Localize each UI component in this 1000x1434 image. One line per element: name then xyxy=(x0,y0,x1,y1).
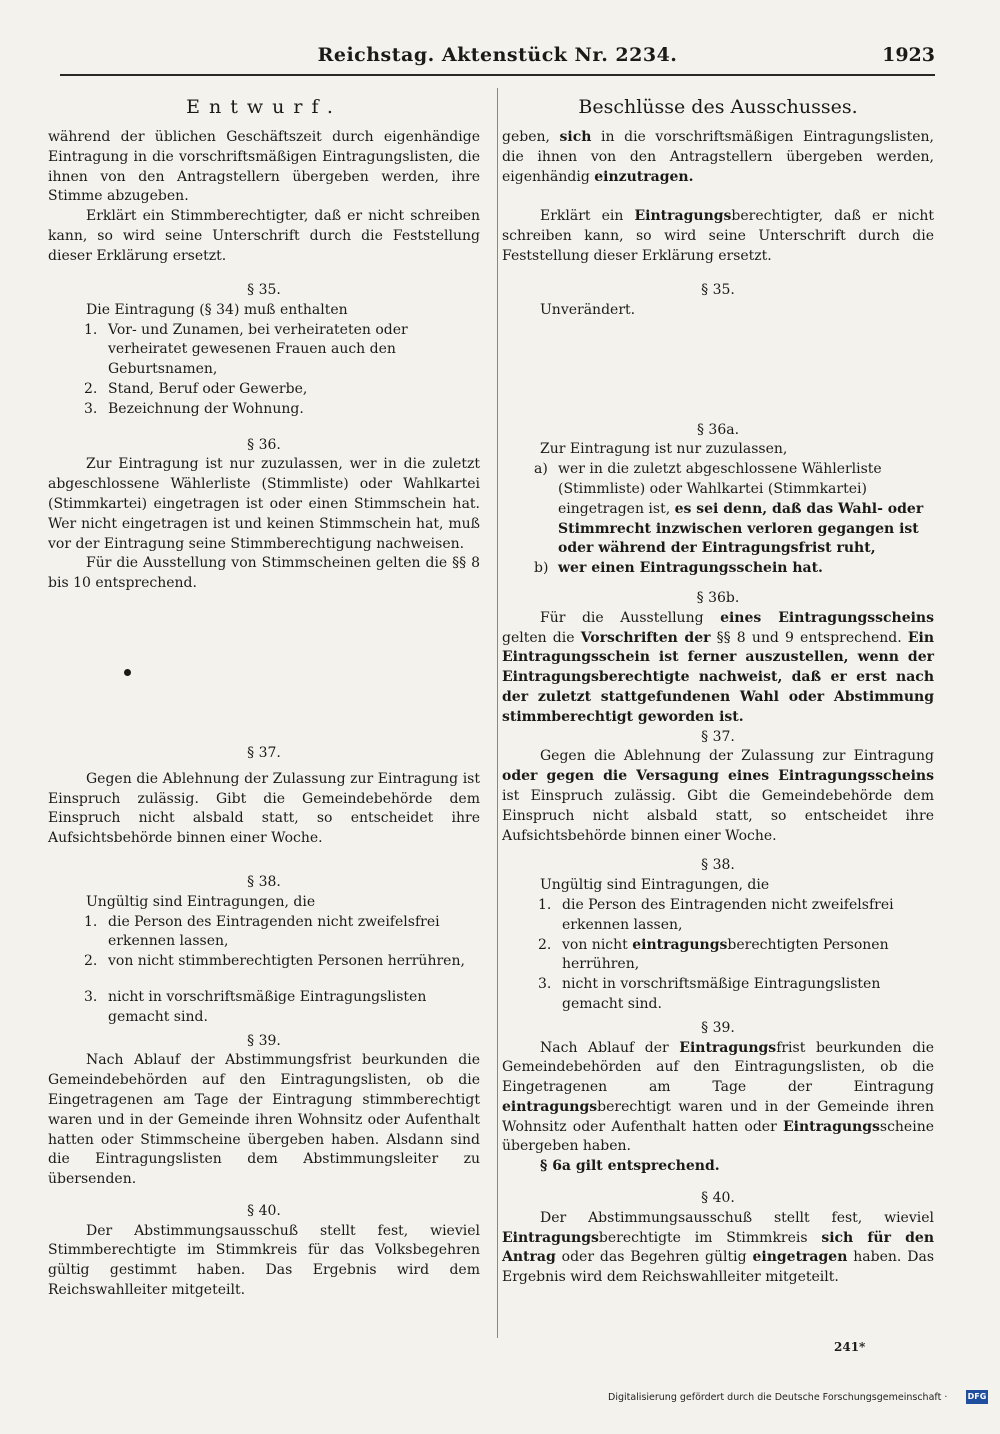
column-heading-decisions: Beschlüsse des Ausschusses. xyxy=(578,96,858,118)
page-number: 1923 xyxy=(882,44,935,66)
section-heading: § 36a. xyxy=(696,421,740,438)
list-item: 2. Stand, Beruf oder Gewerbe, xyxy=(84,380,308,397)
paragraph: Erklärt ein Eintragungsberechtigter, daß er nicht schreiben kann, so wird seine Unterschrift durch die Feststellung dieser Erklärung ersetzt. xyxy=(502,208,934,264)
section-heading: § 40. xyxy=(247,1202,281,1219)
paragraph: Der Abstimmungsausschuß stellt fest, wieviel Eintragungsberechtigte im Stimmkreis sich für den Antrag oder das Begehren gültig eingetragen haben. Das Ergebnis wird dem Reichswahlleiter mitgeteilt. xyxy=(502,1209,935,1286)
list-item: 3. nicht in vorschriftsmäßige Eintragungslisten gemacht sind. xyxy=(538,976,881,1012)
section-heading: § 38. xyxy=(701,857,735,874)
paragraph: Zur Eintragung ist nur zuzulassen, wer in die zuletzt abgeschlossene Wählerliste (Stimmliste) oder Wahlkartei (Stimmkartei) eingetragen ist oder einen Stimmschein hat. Wer nicht eingetragen ist und keinen Stimmschein hat, muß vor der Eintragung seine Stimmberechtigung nachweisen. xyxy=(48,456,480,552)
list-item: b) wer einen Eintragungsschein hat. xyxy=(534,560,823,577)
list-item: 1. Vor- und Zunamen, bei verheirateten oder verheiratet gewesenen Frauen auch den Geburtsnamen, xyxy=(84,321,408,378)
section-heading: § 36b. xyxy=(696,589,740,606)
section-heading: § 37. xyxy=(247,744,281,761)
paragraph: Die Eintragung (§ 34) muß enthalten xyxy=(86,301,348,318)
paragraph: Gegen die Ablehnung der Zulassung zur Eintragung ist Einspruch zulässig. Gibt die Gemeindebehörde dem Einspruch nicht alsbald statt, so entscheidet ihre Aufsichtsbehörde binnen einer Woche. xyxy=(48,770,480,847)
list-item: 2. von nicht eintragungsberechtigten Personen herrühren, xyxy=(538,936,889,973)
section-heading: § 38. xyxy=(247,873,281,890)
paragraph: Nach Ablauf der Abstimmungsfrist beurkunden die Gemeindebehörden auf den Eintragungslisten, ob die Eingetragenen am Tage der Eintragung stimmberechtigt waren und in der Gemeinde ihren Wohnsitz oder Aufenthalt hatten oder Stimmscheine übergeben haben. Alsdann sind die Eintragungslisten dem Abstimmungsleiter zu übersenden. xyxy=(48,1052,480,1188)
paragraph: Für die Ausstellung eines Eintragungsscheins gelten die Vorschriften der §§ 8 und 9 entsprechend. Ein Eintragungsschein ist ferner auszustellen, wenn der Eintragungsberechtigte nachweist, daß er erst nach der zuletzt stattgefundenen Wahl oder Abstimmung stimmberechtigt geworden ist. xyxy=(502,609,934,725)
section-heading: § 35. xyxy=(247,282,281,298)
column-divider xyxy=(497,88,498,1338)
paragraph: Für die Ausstellung von Stimmscheinen gelten die §§ 8 bis 10 entsprechend. xyxy=(48,555,480,592)
signature-mark: 241* xyxy=(834,1340,866,1354)
column-committee-decisions xyxy=(502,94,934,1288)
page-header xyxy=(60,44,935,74)
paragraph: Ungültig sind Eintragungen, die xyxy=(86,893,316,910)
list-item: 1. die Person des Eintragenden nicht zweifelsfrei erkennen lassen, xyxy=(84,913,440,950)
list-item: a) wer in die zuletzt abgeschlossene Wählerliste (Stimmliste) oder Wahlkartei (Stimmkartei) eingetragen ist, es sei denn, daß das Wahl- oder Stimmrecht inzwischen verloren gegangen ist oder während der Eintragungsfrist ruht, xyxy=(534,461,924,557)
section-heading: § 40. xyxy=(701,1190,735,1207)
digitization-credit: Digitalisierung gefördert durch die Deutsche Forschungsgemeinschaft · xyxy=(608,1392,948,1403)
paragraph: § 6a gilt entsprechend. xyxy=(540,1158,720,1175)
paragraph: Nach Ablauf der Eintragungsfrist beurkunden die Gemeindebehörden auf den Eintragungslisten, ob die Eingetragenen am Tage der Eintragung eintragungsberechtigt waren und in der Gemeinde ihren Wohnsitz oder Aufenthalt hatten oder Eintragungsscheine übergeben haben. xyxy=(502,1039,934,1155)
section-heading: § 39. xyxy=(247,1032,281,1049)
header-title: Reichstag. Aktenstück Nr. 2234. xyxy=(317,44,678,66)
paragraph: Unverändert. xyxy=(540,301,636,318)
paragraph: während der üblichen Geschäftszeit durch eigenhändige Eintragung in die vorschriftsmäßigen Eintragungslisten, die ihnen von den Antragstellern übergeben werden, ihre Stimme abzugeben. xyxy=(48,129,480,205)
dfg-logo: DFG xyxy=(966,1390,988,1404)
column-heading-draft: Entwurf. xyxy=(186,96,342,118)
paragraph: Ungültig sind Eintragungen, die xyxy=(540,877,770,894)
paragraph: Der Abstimmungsausschuß stellt fest, wieviel Stimmberechtigte im Stimmkreis für das Volksbegehren gültig gestimmt haben. Das Ergebnis wird dem Reichswahlleiter mitgeteilt. xyxy=(48,1222,480,1299)
list-item: 3. nicht in vorschriftsmäßige Eintragungslisten gemacht sind. xyxy=(84,988,427,1025)
paragraph: Erklärt ein Stimmberechtigter, daß er nicht schreiben kann, so wird seine Unterschrift durch die Feststellung dieser Erklärung ersetzt. xyxy=(48,208,480,264)
header-rule xyxy=(60,74,935,76)
list-item: 2. von nicht stimmberechtigten Personen herrühren, xyxy=(84,953,465,970)
column-draft xyxy=(48,94,480,1301)
ink-dot xyxy=(124,669,131,676)
section-heading: § 39. xyxy=(701,1019,735,1036)
paragraph: geben, sich in die vorschriftsmäßigen Eintragungslisten, die ihnen von den Antragstellern übergeben werden, eigenhändig einzutragen. xyxy=(502,129,934,185)
list-item: 1. die Person des Eintragenden nicht zweifelsfrei erkennen lassen, xyxy=(538,896,894,933)
paragraph: Zur Eintragung ist nur zuzulassen, xyxy=(540,441,788,458)
paragraph: Gegen die Ablehnung der Zulassung zur Eintragung oder gegen die Versagung eines Eintragungsscheins ist Einspruch zulässig. Gibt die Gemeindebehörde dem Einspruch nicht alsbald statt, so entscheidet ihre Aufsichtsbehörde binnen einer Woche. xyxy=(502,748,934,844)
section-heading: § 37. xyxy=(701,728,735,745)
section-heading: § 35. xyxy=(701,282,735,298)
list-item: 3. Bezeichnung der Wohnung. xyxy=(84,400,304,417)
section-heading: § 36. xyxy=(247,436,281,453)
